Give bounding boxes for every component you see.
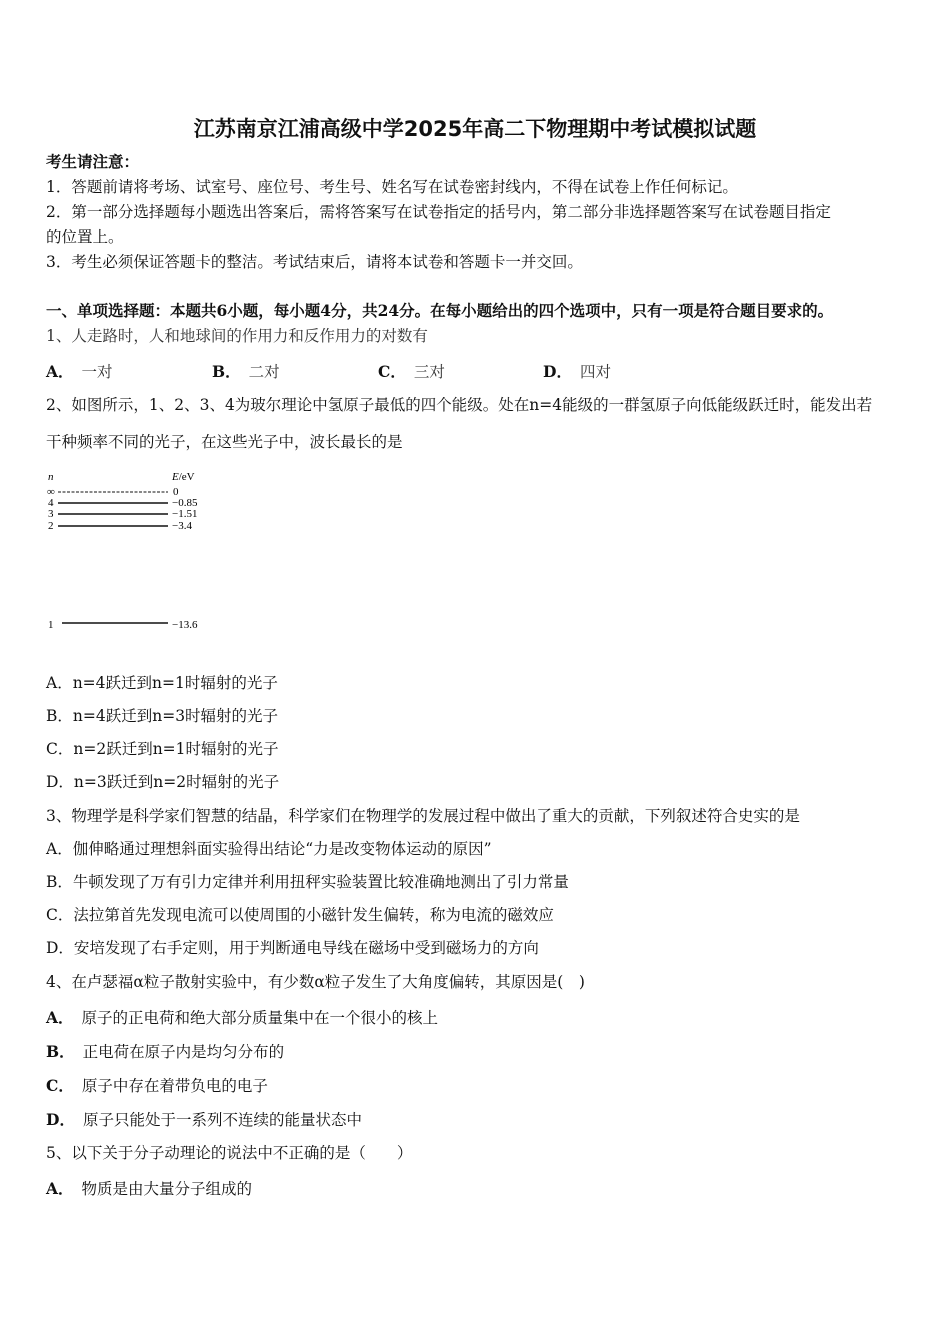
q3-stem: 3、物理学是科学家们智慧的结晶，科学家们在物理学的发展过程中做出了重大的贡献，下列叙述符合史实的是 (46, 807, 800, 825)
q2-option-b: B．n=4跃迁到n=3时辐射的光子 (46, 707, 279, 725)
energy-unit: /eV (178, 471, 195, 483)
level-n-2: 2 (48, 520, 54, 532)
q2-option-d: D．n=3跃迁到n=2时辐射的光子 (46, 773, 280, 791)
notice-item-2: 2．第一部分选择题每小题选出答案后，需将答案写在试卷指定的括号内，第二部分非选择题答案写在试卷题目指定 (46, 203, 831, 221)
q4-option-b: B． 正电荷在原子内是均匀分布的 (46, 1042, 285, 1061)
notice-item-1: 1．答题前请将考场、试室号、座位号、考生号、姓名写在试卷密封线内，不得在试卷上作任何标记。 (46, 178, 738, 196)
level-e-inf: 0 (173, 486, 179, 498)
q4-option-c: C． 原子中存在着带负电的电子 (46, 1076, 268, 1095)
level-n-4: 4 (48, 497, 54, 509)
q1-option-a: A． 一对 (46, 362, 113, 381)
q5-stem: 5、以下关于分子动理论的说法中不正确的是（ ） (46, 1144, 413, 1162)
q3-option-c: C．法拉第首先发现电流可以使周围的小磁针发生偏转，称为电流的磁效应 (46, 906, 554, 924)
q3-option-d: D．安培发现了右手定则，用于判断通电导线在磁场中受到磁场力的方向 (46, 939, 539, 957)
q5-option-a: A． 物质是由大量分子组成的 (46, 1179, 253, 1198)
q2-option-a: A．n=4跃迁到n=1时辐射的光子 (46, 674, 278, 692)
level-n-3: 3 (48, 508, 54, 520)
level-e-2: −3.4 (172, 520, 192, 532)
q4-option-d: D． 原子只能处于一系列不连续的能量状态中 (46, 1110, 362, 1129)
q2-stem-line1: 2、如图所示，1、2、3、4为玻尔理论中氢原子最低的四个能级。处在n=4能级的一群氢原子向低能级跃迁时，能发出若 (46, 396, 873, 414)
axis-label-n: n (48, 471, 54, 483)
level-e-1: −13.6 (172, 619, 198, 631)
section-heading: 一、单项选择题：本题共6小题，每小题4分，共24分。在每小题给出的四个选项中，只有一项是符合题目要求的。 (46, 301, 834, 320)
energy-level-diagram (44, 466, 214, 636)
q3-option-b: B．牛顿发现了万有引力定律并利用扭秤实验装置比较准确地测出了引力常量 (46, 873, 569, 891)
q2-option-c: C．n=2跃迁到n=1时辐射的光子 (46, 740, 279, 758)
notice-item-3: 3．考生必须保证答题卡的整洁。考试结束后，请将本试卷和答题卡一并交回。 (46, 253, 583, 271)
q1-option-c: C． 三对 (378, 362, 445, 381)
level-n-inf: ∞ (47, 486, 55, 498)
level-e-4: −0.85 (172, 497, 198, 509)
page-title: 江苏南京江浦高级中学2025年高二下物理期中考试模拟试题 (193, 117, 757, 141)
q1-option-b: B． 二对 (212, 362, 280, 381)
q1-option-d: D． 四对 (543, 362, 611, 381)
q4-stem: 4、在卢瑟福α粒子散射实验中，有少数α粒子发生了大角度偏转，其原因是( ) (46, 973, 585, 991)
q1-stem: 1、人走路时，人和地球间的作用力和反作用力的对数有 (46, 327, 428, 345)
notice-item-2-cont: 的位置上。 (46, 228, 124, 246)
axis-label-energy: E/eV (172, 471, 195, 483)
level-n-1: 1 (48, 619, 54, 631)
q2-stem-line2: 干种频率不同的光子，在这些光子中，波长最长的是 (46, 433, 403, 451)
notice-heading: 考生请注意： (46, 152, 140, 171)
q3-option-a: A．伽伸略通过理想斜面实验得出结论“力是改变物体运动的原因” (46, 840, 492, 858)
q4-option-a: A． 原子的正电荷和绝大部分质量集中在一个很小的核上 (46, 1008, 439, 1027)
level-e-3: −1.51 (172, 508, 198, 520)
